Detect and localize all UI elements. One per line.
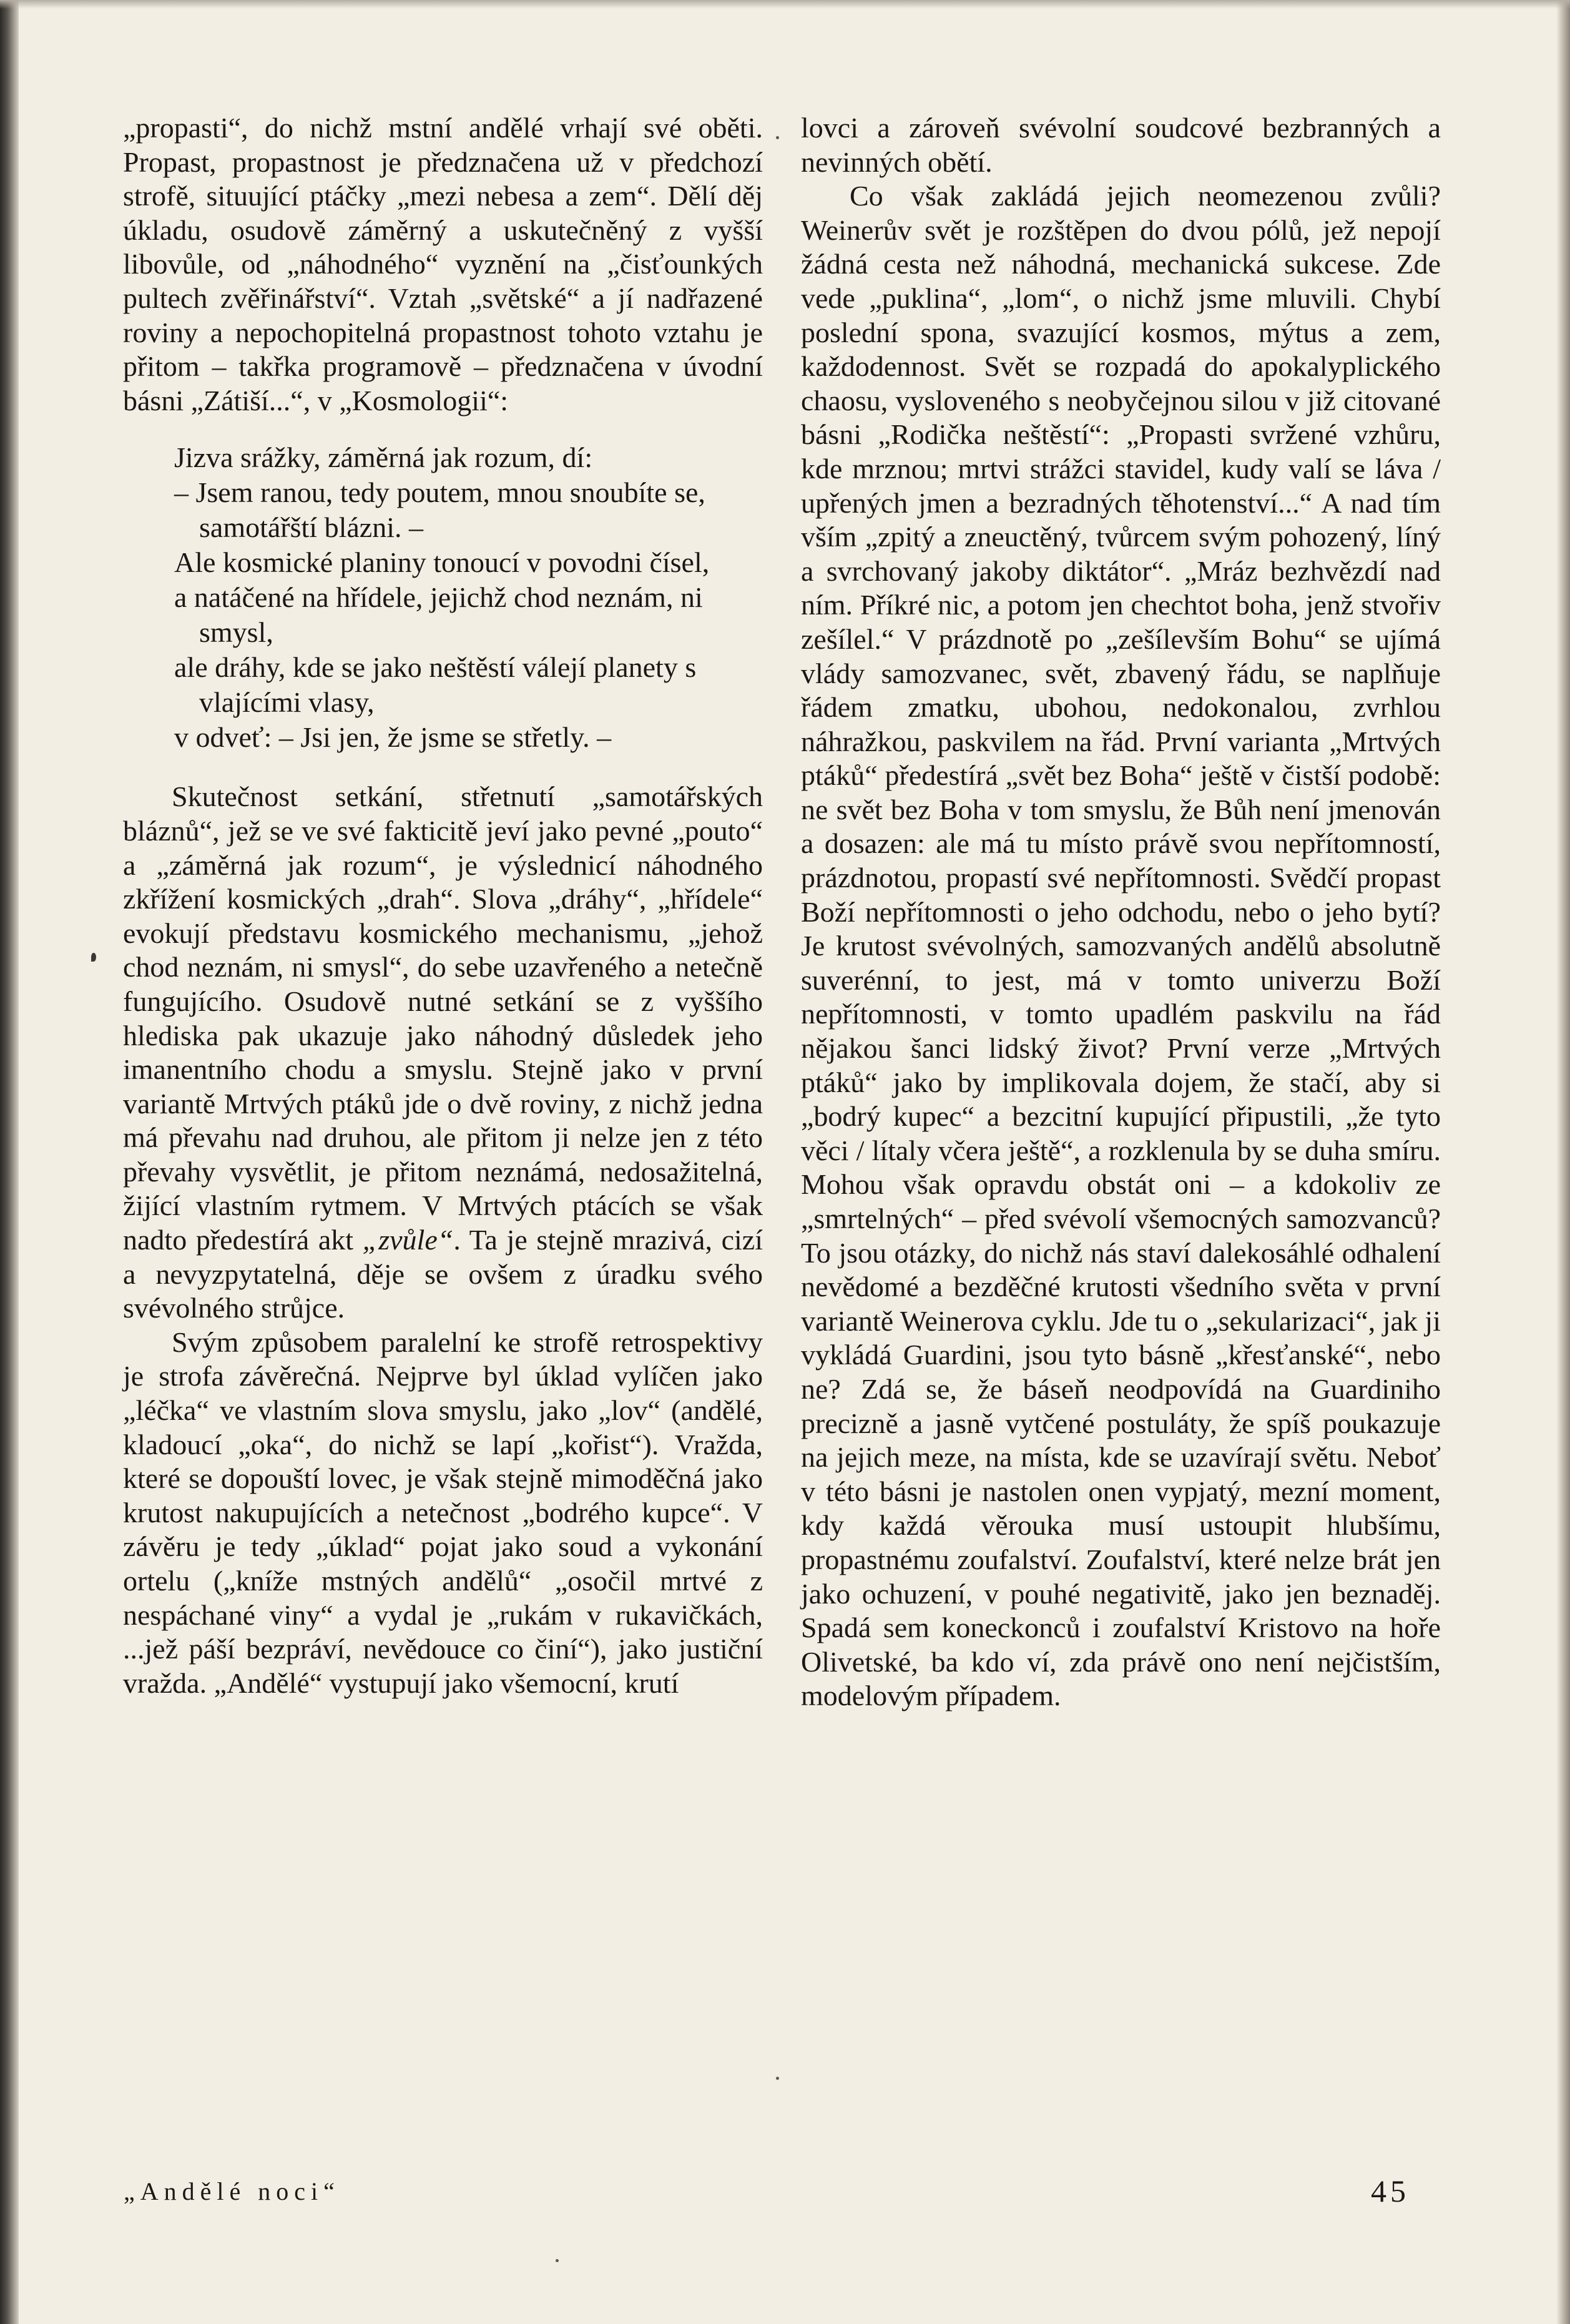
right-paragraph-2: Co však zakládá jejich neomezenou zvůli? Weinerův svět je rozštěpen do dvou pólů, jež nepojí žádná cesta než náhodná, mechanická sukcese. Zde vede „puklina“, „lom“, o nichž jsme mluvili. Chybí poslední spona, svazující kosmos, mýtus a zem, každodennost. Svět se rozpadá do apokalyplického chaosu, vysloveného s neobyčejnou silou v již citované básni „Rodička neštěstí“: „Propasti svržené vzhůru, kde mrznou; mrtvi strážci stavidel, kudy valí se láva / upřených jmen a bezradných těhotenství...“ A nad tím vším „zpitý a zneuctěný, tvůrcem svým pohozený, líný a svrchovaný jakoby diktátor“. „Mráz bezhvězdí nad ním. Příkré nic, a potom jen chechtot boha, jenž stvořiv zešílel.“ V prázdnotě po „zešílevším Bohu“ se ujímá vlády samozvanec, svět, zbavený řádu, se naplňuje řádem zmatku, ubohou, nedokonalou, zvrhlou náhražkou, paskvilem na řád. První varianta „Mrtvých ptáků“ předestírá „svět bez Boha“ ještě v čistší podobě: ne svět bez Boha v tom smyslu, že Bůh není jmenován a dosazen: ale má tu místo právě svou nepřítomností, prázdnotou, propastí své nepřítomnosti. Svědčí propast Boží nepřítomnosti o jeho odchodu, nebo o jeho bytí? Je krutost svévolných, samozvaných andělů absolutně suverénní, to jest, má v tomto univerzu Boží nepřítomnosti, v tomto upadlém paskvilu na řád nějakou šanci lidský život? První verze „Mrtvých ptáků“ jako by implikovala dojem, že stačí, aby si „bodrý kupec“ a bezcitní kupující připustili, „že tyto věci / lítaly včera ještě“, a rozklenula by se duha smíru. Mohou však opravdu obstát oni – a kdokoliv ze „smrtelných“ – před svévolí všemocných samozvanců? To jsou otázky, do nichž nás staví dalekosáhlé odhalení nevědomé a bezděčné krutosti všedního světa v první variantě Weinerova cyklu. Jde tu o „sekularizaci“, jak ji vykládá Guardini, jsou tyto básně „křesťanské“, nebo ne? Zdá se, že báseň neodpovídá na Guardiniho precizně a jasně vytčené postuláty, že spíš poukazuje na jejich meze, na místa, kde se uzavírají světu. Neboť v této básni je nastolen onen vypjatý, mezní moment, kdy každá věrouka musí ustoupit hlubšímu, propastnému zoufalství. Zoufalství, které nelze brát jen jako ochuzení, v pouhé negativitě, jako jen beznaděj. Spadá sem koneckonců i zoufalství Kristovo na hoře Olivetské, ba kdo ví, zda právě ono není nejčistším, modelovým případem. <box>801 180 1441 1712</box>
left-paragraph-1: „propasti“, do nichž mstní andělé vrhají své oběti. Propast, propastnost je předznačena už v předchozí strofě, situující ptáčky „mezi nebesa a zem“. Dělí děj úkladu, osudově záměrný a uskutečněný z vyšší libovůle, od „náhodného“ vyznění na „čisťounkých pultech zvěřinářství“. Vztah „světské“ a jí nadřazené roviny a nepochopitelná propastnost tohoto vztahu je přitom – takřka programově – předznačena v úvodní básni „Zátiší...“, v „Kosmologii“: <box>123 112 763 416</box>
margin-dot <box>776 2077 779 2080</box>
margin-dot <box>776 136 779 139</box>
running-title: „Andělé noci“ <box>124 2177 340 2205</box>
margin-mark <box>91 953 96 962</box>
left-paragraph-2 <box>123 780 763 1326</box>
page-top-shadow <box>0 0 1570 9</box>
poem-line-6: v odveť: – Jsi jen, že jsme se střetly. – <box>174 721 612 754</box>
poem-line-1: Jizva srážky, záměrná jak rozum, dí: <box>174 441 593 474</box>
left-paragraph-2-end: . Ta je stejně mrazivá, cizí a nevyzpytatelná, děje se ovšem z úradku svého svévolného strůjce. <box>123 1224 763 1324</box>
left-column <box>123 111 763 1700</box>
poem-line-3: Ale kosmické planiny tonoucí v povodni čísel, <box>174 546 710 579</box>
page-number: 45 <box>1371 2174 1410 2208</box>
left-paragraph-3: Svým způsobem paralelní ke strofě retrospektivy je strofa závěrečná. Nejprve byl úklad vylíčen jako „léčka“ ve vlastním slova smyslu, jako „lov“ (andělé, kladoucí „oka“, do nichž se lapí „kořist“). Vražda, které se dopouští lovec, je však stejně mimoděčná jako krutost nakupujících a netečnost „bodrého kupce“. V závěru je tedy „úklad“ pojat jako soud a vykonání ortelu („kníže mstných andělů“ „osočil mrtvé z nespáchané viny“ a vydal je „rukám v rukavičkách, ...jež páší bezpráví, nevědouce co činí“), jako justiční vražda. „Andělé“ vystupují jako všemocní, krutí <box>123 1326 763 1699</box>
poem-line-5: ale dráhy, kde se jako neštěstí válejí planety s vlajícími vlasy, <box>174 651 697 719</box>
page-edge-shadow <box>1556 0 1570 2324</box>
binding-shadow <box>0 0 19 2324</box>
left-paragraph-2-text: Skutečnost setkání, střetnutí „samotářských bláznů“, jež se ve své fakticitě jeví jako pevné „pouto“ a „záměrná jak rozum“, je výslednicí náhodného zkřížení kosmických „drah“. Slova „dráhy“, „hřídele“ evokují představu kosmického mechanismu, „jehož chod neznám, ni smysl“, do sebe uzavřeného a netečně fungujícího. Osudově nutné setkání se z vyššího hlediska pak ukazuje jako náhodný důsledek jeho imanentního chodu a smyslu. Stejně jako v první variantě Mrtvých ptáků jde o dvě roviny, z nichž jedna má převahu nad druhou, ale přitom ji nelze jen z této převahy vysvětlit, je přitom neznámá, nedosažitelná, žijící vlastním rytmem. V Mrtvých ptácích se však nadto předestírá akt <box>123 780 763 1256</box>
poem-line-4: a natáčené na hřídele, jejichž chod neznám, ni smysl, <box>174 581 703 649</box>
right-paragraph-1: lovci a zároveň svévolní soudcové bezbranných a nevinných obětí. <box>801 112 1441 178</box>
emphasis-zvule: „zvůle“ <box>362 1224 454 1256</box>
poem-line-2: – Jsem ranou, tedy poutem, mnou snoubíte se, samotářští blázni. – <box>174 476 705 544</box>
margin-dot <box>556 2259 559 2262</box>
poem-quote <box>123 440 763 755</box>
right-column <box>801 111 1441 1713</box>
